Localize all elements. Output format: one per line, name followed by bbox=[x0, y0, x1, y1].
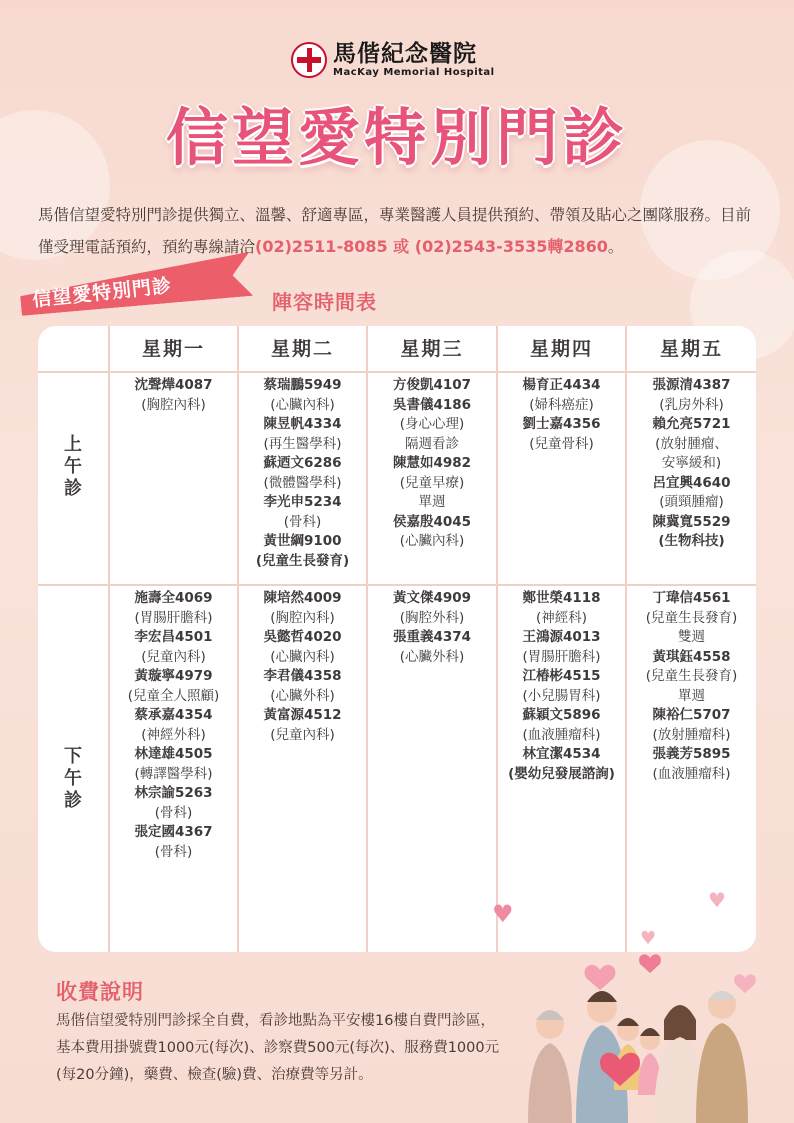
doctor-name: 蘇迺文6286 bbox=[263, 455, 342, 471]
session-label-morning: 上午診 bbox=[64, 434, 82, 499]
specialty-note: (兒童骨科) bbox=[529, 435, 594, 452]
specialty-note: (放射腫瘤、 bbox=[655, 435, 728, 452]
doctor-name: 陳昱帆4334 bbox=[263, 416, 342, 432]
doctor-name: 陳培然4009 bbox=[263, 590, 342, 606]
heart-icon: ♥ bbox=[708, 888, 726, 912]
heart-icon: ♥ bbox=[492, 900, 514, 928]
specialty-note: 單週 bbox=[678, 687, 705, 704]
specialty-note: (小兒腸胃科) bbox=[522, 687, 601, 704]
doctor-name: 丁瑋信4561 bbox=[652, 590, 731, 606]
doctor-name: 李君儀4358 bbox=[263, 668, 342, 684]
intro-paragraph bbox=[38, 200, 758, 263]
session-label-afternoon: 下午診 bbox=[64, 746, 82, 811]
specialty-note: (心臟內科) bbox=[270, 396, 335, 413]
doctor-name: 蔡瑞鵬5949 bbox=[263, 377, 342, 393]
specialty-note: (骨科) bbox=[283, 513, 322, 530]
specialty-note: (兒童內科) bbox=[141, 648, 206, 665]
hospital-name-zh: 馬偕紀念醫院 bbox=[333, 40, 477, 67]
doctor-name: 張義芳5895 bbox=[652, 746, 731, 762]
specialty-note: (微體醫學科) bbox=[263, 474, 342, 491]
specialty-note: (神經科) bbox=[535, 609, 588, 626]
grandmother-figure bbox=[528, 1010, 572, 1123]
schedule-cell bbox=[498, 376, 625, 454]
specialty-note: (兒童生長發育) bbox=[645, 609, 738, 626]
doctor-name: 蘇穎文5896 bbox=[522, 707, 601, 723]
doctor-name: 劉士嘉4356 bbox=[522, 416, 601, 432]
schedule-title: 陣容時間表 bbox=[272, 290, 377, 314]
hospital-name-en: MacKay Memorial Hospital bbox=[333, 67, 495, 78]
specialty-note: (神經外科) bbox=[141, 726, 206, 743]
schedule-cell bbox=[368, 376, 496, 552]
doctor-name: 黃世綱9100 bbox=[263, 533, 342, 549]
intro-text: 馬偕信望愛特別門診提供獨立、溫馨、舒適專區，專業醫護人員提供預約、帶領及貼心之團隊服務。目前僅受理電話預約，預約專線請洽 bbox=[38, 206, 752, 256]
specialty-note: (胸腔外科) bbox=[399, 609, 465, 626]
heart-icon: ♥ bbox=[640, 928, 657, 949]
specialty-note: (心臟外科) bbox=[399, 648, 465, 665]
doctor-name: 施壽全4069 bbox=[134, 590, 213, 606]
doctor-name: 張定國4367 bbox=[134, 824, 213, 840]
doctor-name: 賴允亮5721 bbox=[652, 416, 731, 432]
specialty-note: (胃腸肝膽科) bbox=[134, 609, 213, 626]
doctor-name: 吳懿哲4020 bbox=[263, 629, 342, 645]
schedule-cell bbox=[368, 589, 496, 667]
schedule-cell bbox=[627, 589, 756, 784]
specialty-note: (骨科) bbox=[154, 804, 193, 821]
specialty-note: (嬰幼兒發展諮詢) bbox=[508, 765, 615, 782]
specialty-note: 安寧緩和) bbox=[661, 455, 722, 471]
specialty-note: (兒童早療) bbox=[399, 474, 465, 491]
doctor-name: 呂宜興4640 bbox=[652, 474, 731, 491]
doctor-name: 張重義4374 bbox=[392, 629, 472, 645]
doctor-name: 鄭世榮4118 bbox=[522, 590, 601, 606]
day-header-thu: 星期四 bbox=[529, 338, 593, 360]
specialty-note: (兒童生長發育) bbox=[645, 668, 738, 684]
doctor-name: 李宏昌4501 bbox=[134, 629, 213, 645]
schedule-table bbox=[38, 326, 756, 952]
specialty-note: (轉譯醫學科) bbox=[134, 765, 213, 782]
specialty-note: (血液腫瘤科) bbox=[652, 765, 731, 782]
hospital-logo bbox=[291, 38, 495, 82]
specialty-note: (血液腫瘤科) bbox=[522, 726, 601, 743]
fee-description: 馬偕信望愛特別門診採全自費，看診地點為平安樓16樓自費門診區，基本費用掛號費1000元(每次)、診察費500元(每次)、服務費1000元(每20分鐘)，藥費、檢查(驗)費、治療費等另計。 bbox=[56, 1013, 500, 1083]
specialty-note: (生物科技) bbox=[658, 533, 725, 549]
doctor-name: 陳慧如4982 bbox=[392, 455, 472, 471]
specialty-note: (胸腔內科) bbox=[270, 609, 335, 626]
doctor-name: 黃富源4512 bbox=[263, 707, 342, 723]
heart-icon bbox=[585, 965, 616, 990]
day-header-fri: 星期五 bbox=[659, 338, 723, 360]
specialty-note: (骨科) bbox=[154, 843, 193, 860]
doctor-name: 陳裕仁5707 bbox=[652, 707, 731, 723]
doctor-name: 陳冀寬5529 bbox=[652, 513, 731, 530]
doctor-name: 林宜潔4534 bbox=[522, 746, 601, 762]
doctor-name: 李光申5234 bbox=[263, 494, 342, 510]
specialty-note: (身心心理) bbox=[399, 416, 465, 432]
specialty-note: (兒童全人照顧) bbox=[127, 687, 220, 704]
schedule-cell bbox=[498, 589, 625, 784]
doctor-name: 蔡承嘉4354 bbox=[134, 707, 213, 723]
day-header-mon: 星期一 bbox=[141, 338, 205, 360]
specialty-note: (再生醫學科) bbox=[263, 435, 342, 452]
grandfather-figure bbox=[696, 991, 748, 1123]
booking-phone: (02)2511-8085 或 (02)2543-3535轉2860 bbox=[255, 237, 608, 256]
row-divider bbox=[38, 371, 756, 373]
heart-icon bbox=[734, 974, 756, 993]
specialty-note: (心臟內科) bbox=[399, 533, 465, 549]
schedule-cell bbox=[110, 589, 237, 862]
doctor-name: 方俊凱4107 bbox=[392, 377, 472, 393]
specialty-note: (婦科癌症) bbox=[529, 396, 594, 413]
doctor-name: 沈聲燁4087 bbox=[134, 377, 213, 393]
doctor-name: 林達雄4505 bbox=[134, 746, 213, 762]
specialty-note: (胸腔內科) bbox=[141, 396, 206, 413]
doctor-name: 林宗諭5263 bbox=[134, 785, 213, 801]
day-header-tue: 星期二 bbox=[270, 338, 334, 360]
specialty-note: 隔週看診 bbox=[405, 435, 459, 452]
intro-end: 。 bbox=[607, 238, 624, 256]
specialty-note: (放射腫瘤科) bbox=[652, 726, 731, 743]
specialty-note: (心臟內科) bbox=[270, 648, 335, 665]
specialty-note: (心臟外科) bbox=[270, 687, 335, 704]
page-title: 信望愛特別門診 bbox=[165, 101, 628, 174]
row-divider bbox=[38, 584, 756, 586]
heart-icon bbox=[639, 954, 661, 973]
schedule-cell bbox=[627, 376, 756, 552]
schedule-cell bbox=[239, 376, 366, 571]
doctor-name: 黃文傑4909 bbox=[392, 590, 472, 606]
specialty-note: (兒童生長發育) bbox=[255, 552, 350, 569]
doctor-name: 黃璇寧4979 bbox=[134, 668, 213, 684]
doctor-name: 江椿彬4515 bbox=[522, 668, 601, 684]
specialty-note: (頭頸腫瘤) bbox=[659, 494, 724, 510]
doctor-name: 黃琪鈺4558 bbox=[652, 648, 731, 665]
day-header-wed: 星期三 bbox=[400, 338, 464, 360]
schedule-cell bbox=[239, 589, 366, 745]
specialty-note: (乳房外科) bbox=[659, 396, 724, 413]
doctor-name: 王鴻源4013 bbox=[522, 629, 601, 645]
family-illustration bbox=[510, 950, 780, 1123]
specialty-note: 雙週 bbox=[678, 629, 705, 645]
specialty-note: 單週 bbox=[418, 494, 446, 510]
schedule-cell bbox=[110, 376, 237, 415]
specialty-note: (兒童內科) bbox=[270, 726, 335, 743]
doctor-name: 侯嘉殷4045 bbox=[392, 513, 472, 530]
doctor-name: 吳書儀4186 bbox=[392, 396, 472, 413]
section-ribbon bbox=[20, 272, 252, 316]
hospital-cross-logo-icon bbox=[291, 42, 327, 78]
doctor-name: 楊育正4434 bbox=[522, 377, 601, 393]
fee-title: 收費說明 bbox=[56, 980, 144, 1004]
ribbon-label: 信望愛特別門診 bbox=[31, 274, 173, 312]
doctor-name: 張源清4387 bbox=[652, 377, 731, 393]
specialty-note: (胃腸肝膽科) bbox=[522, 648, 601, 665]
